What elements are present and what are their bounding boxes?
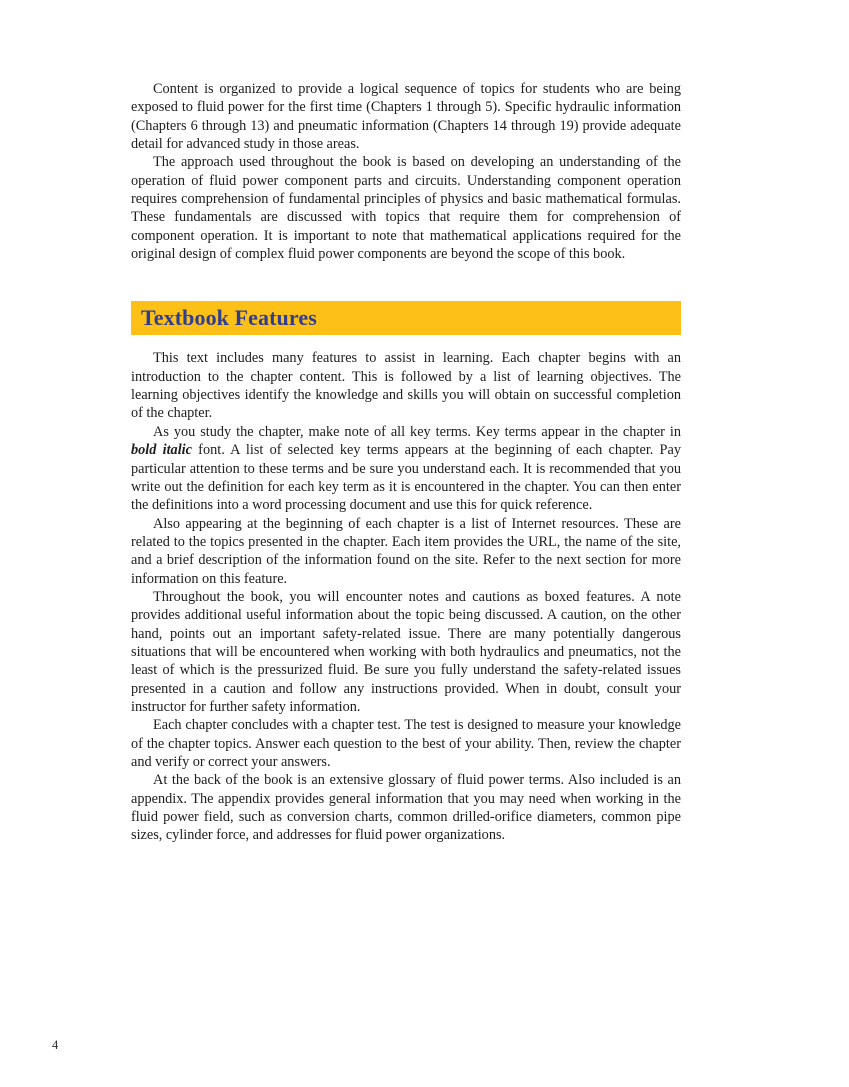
section-heading-label: Textbook Features (141, 305, 317, 331)
key-terms-text-lead: As you study the chapter, make note of all key terms. Key terms appear in the chapter in (153, 423, 681, 440)
paragraph-internet-resources: Also appearing at the beginning of each chapter is a list of Internet resources. These are related to the topics presented in the chapter. Each item provides the URL, the name of the site, and a brief description of the information found on the site. Refer to the next section for more information on this feature. (131, 515, 681, 587)
paragraph-glossary-appendix: At the back of the book is an extensive glossary of fluid power terms. Also included is an appendix. The appendix provides general information that you may need when working in the fluid power field, such as conversion charts, common drilled-orifice diameters, common pipe sizes, cylinder force, and addresses for fluid power organizations. (131, 772, 681, 844)
paragraph-notes-and-cautions: Throughout the book, you will encounter notes and cautions as boxed features. A note provides additional useful information about the topic being discussed. A caution, on the other hand, points out an important safety-related issue. There are many potentially dangerous situations that will be encountered when working with both hydraulics and pneumatics, not the least of which is the pressurized fluid. Be sure you fully understand the safety-related issues presented in a caution and follow any instructions provided. When in doubt, consult your instructor for further safety information. (131, 588, 681, 715)
page-content-column (131, 80, 681, 845)
spacer-before-section-heading (131, 263, 681, 283)
paragraph-content-organization: Content is organized to provide a logical sequence of topics for students who are being exposed to fluid power for the first time (Chapters 1 through 5). Specific hydraulic information (Chapters 6 through 13) and pneumatic information (Chapters 14 through 19) provide adequate detail for advanced study in those areas. (131, 81, 681, 153)
key-terms-emphasis: bold italic (131, 442, 192, 459)
paragraph-text-features: This text includes many features to assist in learning. Each chapter begins with an introduction to the chapter content. This is followed by a list of learning objectives. The learning objectives identify the knowledge and skills you will obtain on successful completion of the chapter. (131, 350, 681, 422)
key-terms-text-tail: font. A list of selected key terms appears at the beginning of each chapter. Pay particular attention to these terms and be sure you understand each. It is recommended that you write out the definition for each key term as it is encountered in the chapter. You can then enter the definitions into a word processing document and use this for quick reference. (131, 442, 681, 514)
paragraph-key-terms (131, 423, 681, 515)
paragraph-chapter-test: Each chapter concludes with a chapter test. The test is designed to measure your knowledge of the chapter topics. Answer each question to the best of your ability. Then, review the chapter and verify or correct your answers. (131, 717, 681, 770)
section-heading-textbook-features (131, 301, 681, 335)
page-number: 4 (52, 1038, 59, 1052)
paragraph-approach-used: The approach used throughout the book is based on developing an understanding of the operation of fluid power component parts and circuits. Understanding component operation requires comprehension of fundamental principles of physics and basic mathematical formulas. These fundamentals are discussed with topics that require them for comprehension of component operation. It is important to note that mathematical applications required for the original design of complex fluid power components are beyond the scope of this book. (131, 154, 681, 263)
